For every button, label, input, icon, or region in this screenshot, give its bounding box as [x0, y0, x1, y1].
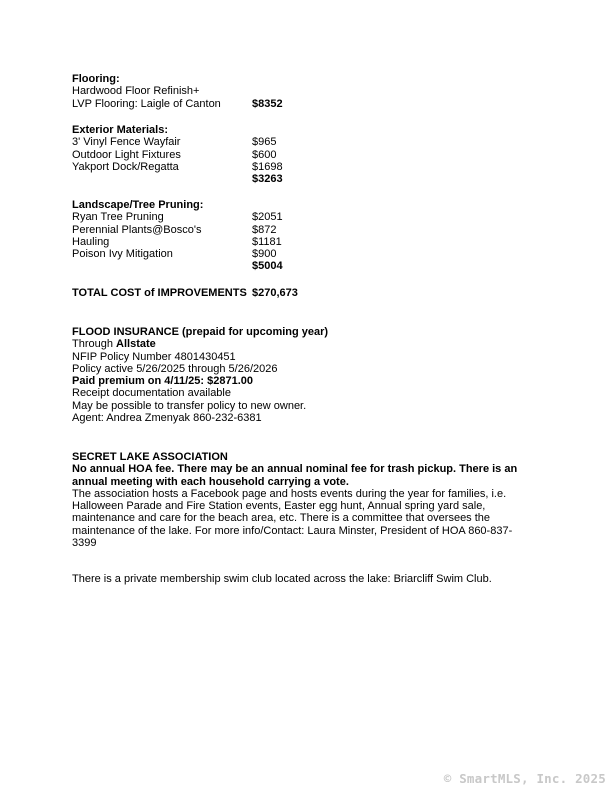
through-prefix: Through [72, 338, 117, 351]
landscape-item [72, 224, 542, 236]
landscape-subtotal [72, 260, 542, 272]
subtotal-amount: $5004 [252, 260, 283, 273]
association-section [72, 451, 527, 549]
item-amount: $1698 [252, 160, 283, 173]
agent-contact: Agent: Andrea Zmenyak 860-232-6381 [72, 412, 262, 425]
policy-active: Policy active 5/26/2025 through 5/26/2026 [72, 362, 278, 375]
item-label: Yakport Dock/Regatta [72, 160, 179, 173]
copyright-footer: © SmartMLS, Inc. 2025 [443, 771, 606, 786]
total-label: TOTAL COST of IMPROVEMENTS [72, 287, 247, 299]
exterior-item [72, 161, 542, 173]
item-label: Outdoor Light Fixtures [72, 148, 181, 161]
item-label: 3' Vinyl Fence Wayfair [72, 136, 181, 149]
item-label: Perennial Plants@Bosco's [72, 223, 202, 236]
paid-premium: Paid premium on 4/11/25: $2871.00 [72, 375, 253, 388]
item-amount: $600 [252, 148, 277, 161]
flooring-section [72, 73, 542, 110]
exterior-subtotal [72, 173, 542, 185]
flood-heading: FLOOD INSURANCE (prepaid for upcoming year) [72, 326, 329, 338]
item-amount: $872 [252, 223, 277, 236]
item-label: Ryan Tree Pruning [72, 211, 164, 224]
landscape-item [72, 211, 542, 223]
association-bold-text: No annual HOA fee. There may be an annual nominal fee for trash pickup. There is an annual meeting with each household carrying a vote. [72, 463, 518, 488]
item-label: Hauling [72, 235, 110, 248]
flood-insurance-section [72, 326, 542, 424]
receipt-note: Receipt documentation available [72, 387, 231, 400]
item-label: LVP Flooring: Laigle of Canton [72, 97, 221, 110]
insurer-name: Allstate [116, 338, 156, 351]
item-amount: $2051 [252, 211, 283, 224]
item-amount: $965 [252, 136, 277, 149]
exterior-section [72, 124, 542, 185]
item-label: Hardwood Floor Refinish+ [72, 85, 200, 98]
landscape-section [72, 199, 542, 273]
item-amount: $8352 [252, 97, 283, 110]
exterior-item [72, 149, 542, 161]
exterior-item [72, 136, 542, 148]
transfer-note: May be possible to transfer policy to new owner. [72, 399, 307, 412]
total-row [72, 287, 542, 299]
association-body: The association hosts a Facebook page and hosts events during the year for families, i.e. Halloween Parade and Fire Station events, Easter egg hunt, Annual spring yard sale, maintenance and care for the beach area, etc. There is a committee that oversees the maintenance of the lake. For more info/Contact: Laura Minster, President of HOA 860-837-3399 [72, 487, 513, 550]
item-amount: $1181 [252, 235, 282, 248]
item-amount: $900 [252, 248, 277, 261]
swim-club-section [72, 573, 542, 585]
flooring-heading: Flooring: [72, 73, 120, 85]
landscape-item [72, 248, 542, 260]
policy-number: NFIP Policy Number 4801430451 [72, 350, 236, 363]
total-section [72, 287, 542, 299]
flooring-item [72, 98, 542, 110]
exterior-heading: Exterior Materials: [72, 124, 168, 136]
total-amount: $270,673 [252, 287, 298, 299]
flood-through [72, 338, 542, 350]
item-label: Poison Ivy Mitigation [72, 248, 173, 261]
landscape-item [72, 236, 542, 248]
swim-club-text: There is a private membership swim club located across the lake: Briarcliff Swim Club. [72, 573, 492, 585]
association-heading: SECRET LAKE ASSOCIATION [72, 451, 228, 463]
landscape-heading: Landscape/Tree Pruning: [72, 199, 204, 211]
subtotal-amount: $3263 [252, 173, 283, 186]
flooring-item [72, 85, 542, 97]
